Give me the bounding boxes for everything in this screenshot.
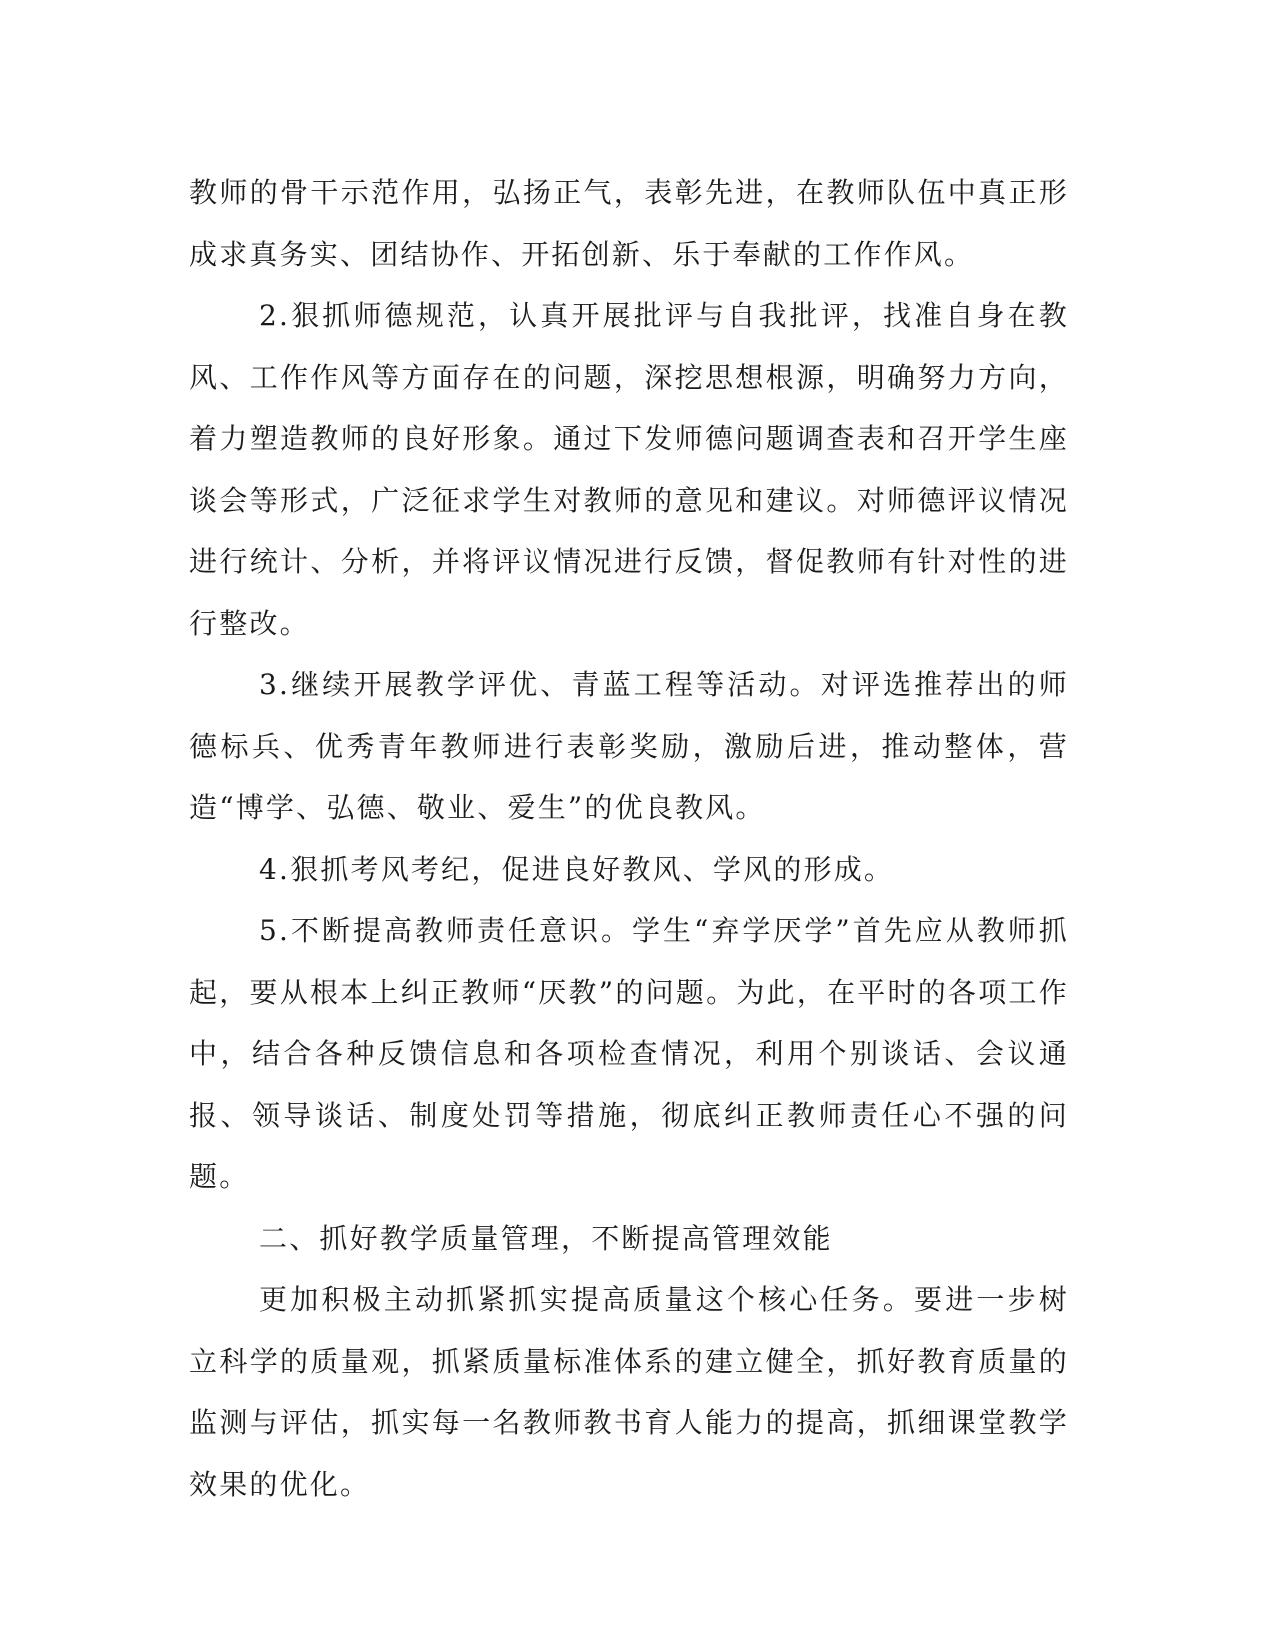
paragraph-item-4: 4.狠抓考风考纪，促进良好教风、学风的形成。 xyxy=(259,852,895,886)
section-heading: 二、抓好教学质量管理，不断提高管理效能 xyxy=(259,1221,833,1255)
paragraph-continuation: 教师的骨干示范作用，弘扬正气，表彰先进，在教师队伍中真正形成求真务实、团结协作、开拓创新、乐于奉献的工作作风。 xyxy=(189,176,1069,271)
document-body xyxy=(189,162,1069,1515)
paragraph-section-body: 更加积极主动抓紧抓实提高质量这个核心任务。要进一步树立科学的质量观，抓紧质量标准体系的建立健全，抓好教育质量的监测与评估，抓实每一名教师教书育人能力的提高，抓细课堂教学效果的优化。 xyxy=(189,1283,1069,1501)
paragraph-item-2: 2.狠抓师德规范，认真开展批评与自我批评，找准自身在教风、工作作风等方面存在的问题，深挖思想根源，明确努力方向，着力塑造教师的良好形象。通过下发师德问题调查表和召开学生座谈会等形式，广泛征求学生对教师的意见和建议。对师德评议情况进行统计、分析，并将评议情况进行反馈，督促教师有针对性的进行整改。 xyxy=(189,299,1069,640)
paragraph-item-5: 5.不断提高教师责任意识。学生“弃学厌学”首先应从教师抓起，要从根本上纠正教师“厌教”的问题。为此，在平时的各项工作中，结合各种反馈信息和各项检查情况，利用个别谈话、会议通报、领导谈话、制度处罚等措施，彻底纠正教师责任心不强的问题。 xyxy=(189,914,1069,1193)
paragraph-item-3: 3.继续开展教学评优、青蓝工程等活动。对评选推荐出的师德标兵、优秀青年教师进行表彰奖励，激励后进，推动整体，营造“博学、弘德、敬业、爱生”的优良教风。 xyxy=(189,668,1069,824)
